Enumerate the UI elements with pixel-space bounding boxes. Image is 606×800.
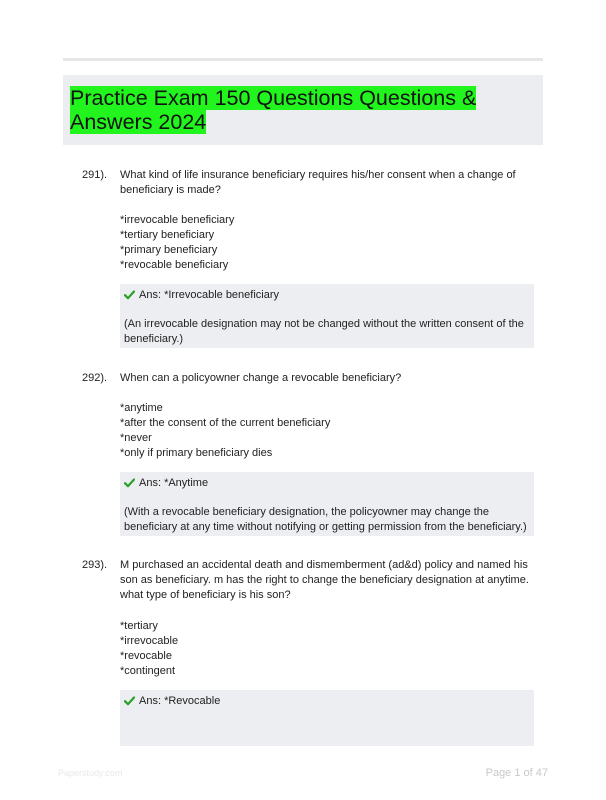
question-text: What kind of life insurance beneficiary requires his/her consent when a change of beneficiary is made?: [120, 169, 516, 196]
answer-text: Ans: *Irrevocable beneficiary: [139, 289, 280, 301]
answer-line: [124, 288, 279, 303]
question-number: 291).: [82, 169, 108, 181]
option: *revocable beneficiary: [120, 259, 229, 271]
option: *revocable: [120, 650, 172, 662]
option: *tertiary: [120, 620, 158, 632]
option: *tertiary beneficiary: [120, 229, 215, 241]
answer-line: [124, 476, 208, 491]
options-list: [120, 619, 178, 679]
page-title-text: Practice Exam 150 Questions Questions & Answers 2024: [70, 86, 477, 134]
footer-watermark: Paperstudy.com: [58, 768, 123, 778]
option: *only if primary beneficiary dies: [120, 447, 273, 459]
check-icon: [124, 696, 135, 711]
question-number: 293).: [82, 559, 108, 571]
options-list: [120, 401, 330, 461]
option: *irrevocable: [120, 635, 179, 647]
option: *contingent: [120, 665, 176, 677]
question-number: 292).: [82, 372, 108, 384]
top-divider: [63, 58, 543, 61]
answer-explanation: (With a revocable beneficiary designation, the policyowner may change the beneficiary at any time without notifying or getting permission from the beneficiary.): [124, 506, 527, 533]
answer-box: [120, 284, 534, 348]
option: *anytime: [120, 402, 163, 414]
option: *never: [120, 432, 152, 444]
option: *primary beneficiary: [120, 244, 218, 256]
options-list: [120, 213, 234, 273]
answer-text: Ans: *Anytime: [139, 477, 209, 489]
check-icon: [124, 290, 135, 305]
option: *after the consent of the current beneficiary: [120, 417, 331, 429]
option: *irrevocable beneficiary: [120, 214, 235, 226]
question-text: When can a policyowner change a revocable beneficiary?: [120, 372, 402, 384]
check-icon: [124, 478, 135, 493]
page-number: Page 1 of 47: [485, 767, 548, 779]
answer-text: Ans: *Revocable: [139, 695, 221, 707]
answer-box: [120, 472, 534, 536]
answer-explanation: (An irrevocable designation may not be changed without the written consent of the beneficiary.): [124, 318, 524, 345]
answer-box: [120, 690, 534, 746]
question-text: M purchased an accidental death and dismemberment (ad&d) policy and named his son as beneficiary. m has the right to change the beneficiary designation at anytime. what type of beneficiary is his son?: [120, 559, 529, 601]
answer-line: [124, 694, 220, 709]
page-title: [70, 87, 530, 134]
